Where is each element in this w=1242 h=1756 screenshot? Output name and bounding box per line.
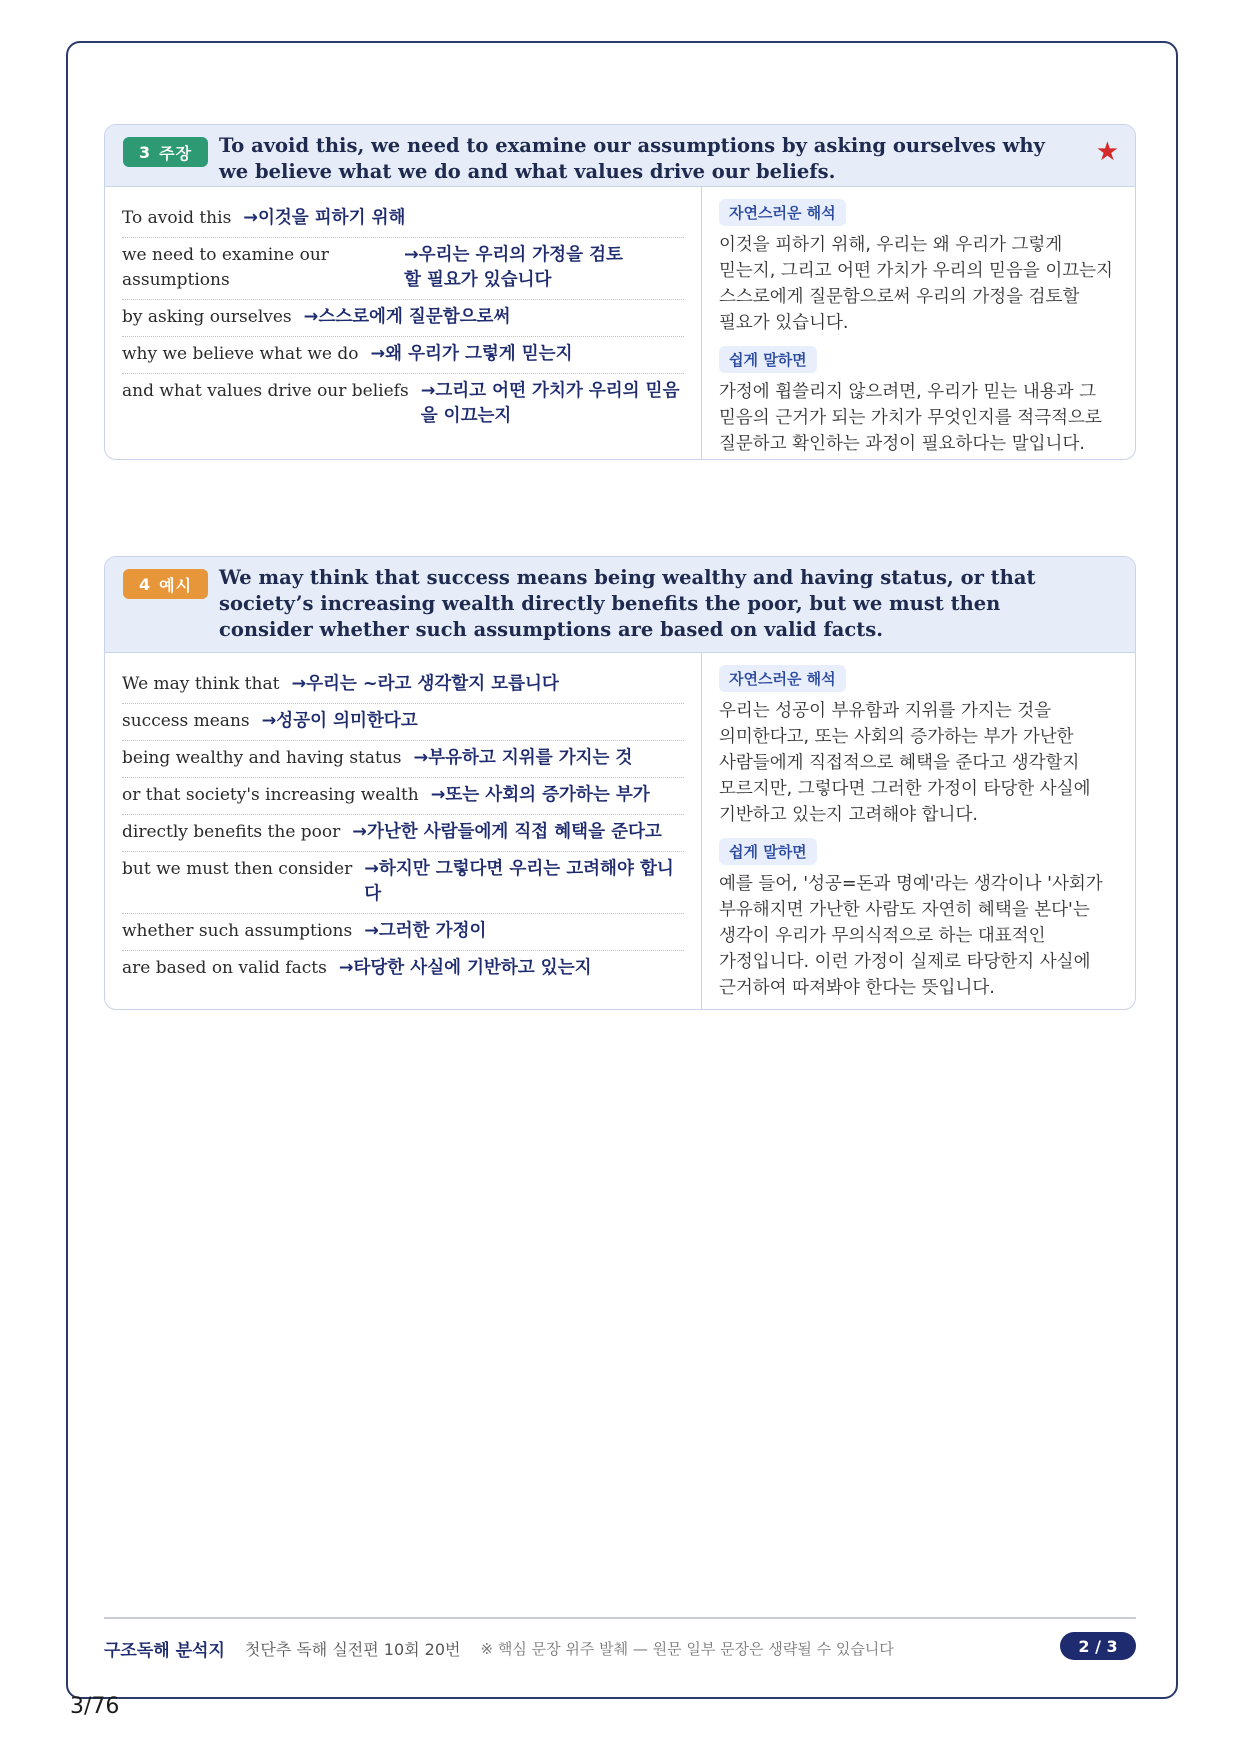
easy-explanation-text: 가정에 휩쓸리지 않으려면, 우리가 믿는 내용과 그 믿음의 근거가 되는 가치가 무엇인지를 적극적으로 질문하고 확인하는 과정이 필요하다는 말입니다. — [719, 382, 1102, 454]
chunk-korean: →타당한 사실에 기반하고 있는지 — [338, 958, 592, 978]
chunk-korean: →가난한 사람들에게 직접 혜택을 준다고 — [352, 822, 662, 842]
chunk-row — [122, 704, 684, 741]
chunk-row — [122, 300, 684, 337]
chunk-korean: →우리는 ~라고 생각할지 모릅니다 — [291, 674, 559, 694]
chunk-english: We may think that — [122, 674, 280, 694]
section-badge — [123, 569, 208, 599]
section-body — [105, 187, 1135, 459]
chunk-row — [122, 815, 684, 852]
chunk-english: and what values drive our beliefs — [122, 381, 409, 401]
badge-label: 예시 — [159, 575, 193, 595]
section-body — [105, 653, 1135, 1009]
chunk-row — [122, 667, 684, 704]
easy-explanation-label: 쉽게 말하면 — [719, 346, 817, 373]
section-card-4 — [104, 556, 1136, 1010]
chunk-row — [122, 741, 684, 778]
section-header — [105, 557, 1135, 653]
chunk-korean: →이것을 피하기 위해 — [243, 208, 406, 228]
section-header — [105, 125, 1135, 187]
chunk-korean: →그러한 가정이 — [364, 921, 487, 941]
natural-translation-text: 우리는 성공이 부유함과 지위를 가지는 것을 의미한다고, 또는 사회의 증가하는 부가 가난한 사람들에게 직접적으로 혜택을 준다고 생각할지 모르지만, 그렇다면 그러한 가정이 타당한 사실에 기반하고 있는지 고려해야 합니다. — [719, 701, 1091, 825]
badge-label: 주장 — [159, 143, 193, 163]
chunk-english: being wealthy and having status — [122, 748, 402, 768]
footer-source: 첫단추 독해 실전편 10회 20번 — [244, 1639, 461, 1659]
chunk-list — [105, 653, 702, 1009]
chunk-row — [122, 914, 684, 951]
chunk-row — [122, 374, 684, 435]
chunk-english: but we must then consider — [122, 859, 353, 879]
footer-divider — [104, 1617, 1136, 1619]
chunk-english: To avoid this — [122, 208, 232, 228]
chunk-korean: →또는 사회의 증가하는 부가 — [430, 785, 650, 805]
chunk-row — [122, 337, 684, 374]
badge-number: 3 — [138, 142, 152, 162]
chunk-english: why we believe what we do — [122, 344, 359, 364]
translation-panel — [702, 653, 1135, 1009]
chunk-row — [122, 201, 684, 238]
chunk-row — [122, 778, 684, 815]
section-badge — [123, 137, 208, 167]
chunk-english: or that society's increasing wealth — [122, 785, 419, 805]
natural-translation-label: 자연스러운 해석 — [719, 199, 846, 226]
page-indicator: 2 / 3 — [1060, 1632, 1136, 1660]
chunk-row — [122, 852, 684, 914]
footer — [104, 1632, 1136, 1664]
chunk-row — [122, 951, 684, 987]
chunk-list — [105, 187, 702, 459]
chunk-english: directly benefits the poor — [122, 822, 341, 842]
chunk-korean: →성공이 의미한다고 — [261, 711, 418, 731]
page-counter: 3/76 — [70, 1694, 120, 1719]
chunk-english: we need to examine our assumptions — [122, 245, 329, 290]
section-heading: We may think that success means being wealthy and having status, or that society’s increasing wealth directly benefits the poor, but we must then consider whether such assumptions are based on valid facts. — [219, 566, 1036, 641]
chunk-english: whether such assumptions — [122, 921, 353, 941]
chunk-row — [122, 238, 684, 300]
natural-translation-label: 자연스러운 해석 — [719, 665, 846, 692]
chunk-korean: →그리고 어떤 가치가 우리의 믿음을 이끄는지 — [420, 381, 680, 426]
easy-explanation-label: 쉽게 말하면 — [719, 838, 817, 865]
badge-number: 4 — [138, 574, 152, 594]
easy-explanation-text: 예를 들어, '성공=돈과 명예'라는 생각이나 '사회가 부유해지면 가난한 사람도 자연히 혜택을 본다'는 생각이 우리가 무의식적으로 하는 대표적인 가정입니다. 이런 가정이 실제로 타당한지 사실에 근거하여 따져봐야 한다는 뜻입니다. — [719, 874, 1103, 998]
star-icon: ★ — [1095, 137, 1119, 167]
chunk-english: by asking ourselves — [122, 307, 292, 327]
chunk-korean: →부유하고 지위를 가지는 것 — [413, 748, 633, 768]
chunk-korean: →스스로에게 질문함으로써 — [303, 307, 511, 327]
natural-translation-text: 이것을 피하기 위해, 우리는 왜 우리가 그렇게 믿는지, 그리고 어떤 가치가 우리의 믿음을 이끄는지 스스로에게 질문함으로써 우리의 가정을 검토할 필요가 있습니다. — [719, 235, 1113, 333]
chunk-english: are based on valid facts — [122, 958, 327, 978]
chunk-korean: →우리는 우리의 가정을 검토할 필요가 있습니다 — [404, 245, 623, 290]
chunk-korean: →하지만 그렇다면 우리는 고려해야 합니다 — [364, 859, 674, 904]
section-heading: To avoid this, we need to examine our assumptions by asking ourselves why we believe what we do and what values drive our beliefs. — [219, 134, 1045, 183]
footer-note: ※ 핵심 문장 위주 발췌 — 원문 일부 문장은 생략될 수 있습니다 — [480, 1639, 894, 1658]
footer-title: 구조독해 분석지 — [104, 1640, 225, 1661]
chunk-korean: →왜 우리가 그렇게 믿는지 — [370, 344, 573, 364]
section-card-3 — [104, 124, 1136, 460]
translation-panel — [702, 187, 1135, 459]
chunk-english: success means — [122, 711, 250, 731]
